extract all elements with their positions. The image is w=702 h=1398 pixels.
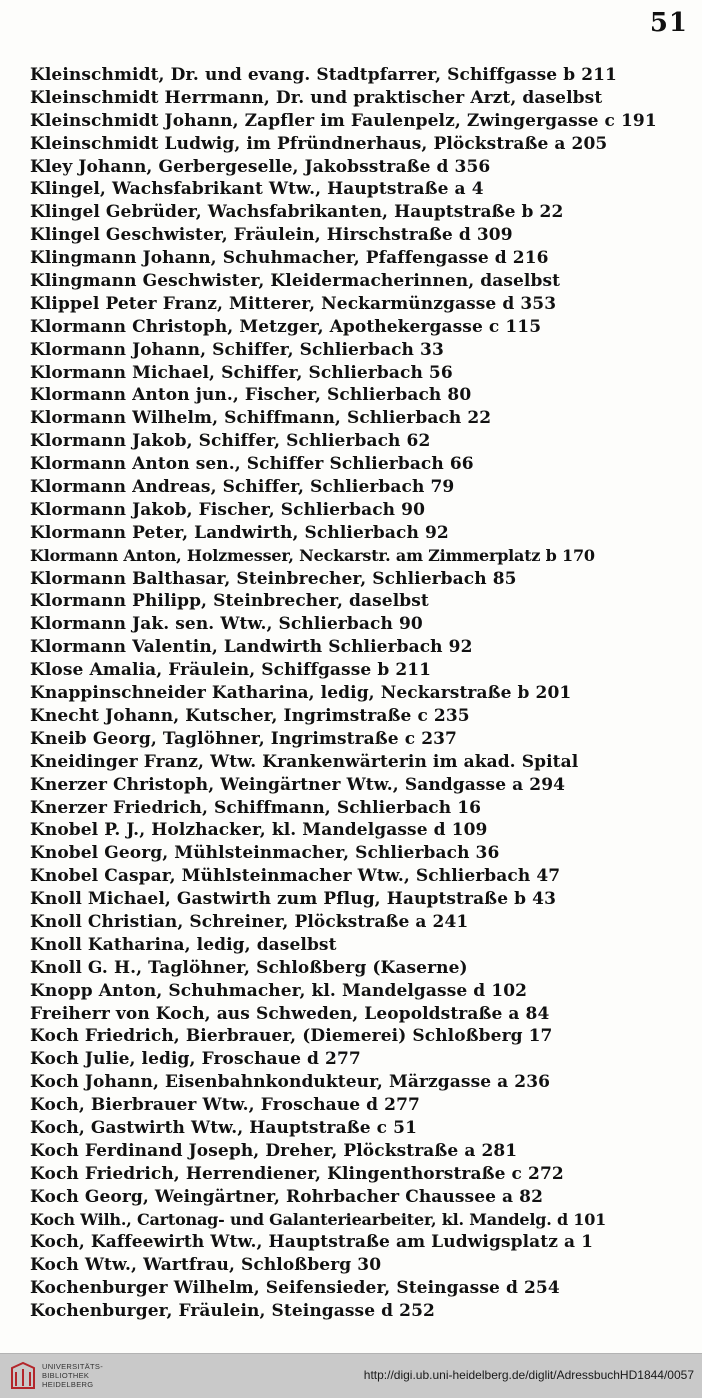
page-number: 51: [649, 8, 688, 38]
directory-entry: Klormann Anton sen., Schiffer Schlierbach 66: [30, 454, 474, 475]
directory-entry: Kneidinger Franz, Wtw. Krankenwärterin im akad. Spital: [30, 751, 579, 772]
directory-entry: Klormann Christoph, Metzger, Apothekergasse c 115: [30, 316, 542, 337]
directory-entry: Kleinschmidt Ludwig, im Pfründnerhaus, Plöckstraße a 205: [30, 133, 608, 154]
directory-entry: Kneib Georg, Taglöhner, Ingrimstraße c 237: [30, 728, 457, 749]
directory-entry: Knerzer Christoph, Weingärtner Wtw., Sandgasse a 294: [30, 774, 566, 795]
directory-entry: Knopp Anton, Schuhmacher, kl. Mandelgasse d 102: [30, 980, 528, 1001]
directory-entry: Kochenburger, Fräulein, Steingasse d 252: [30, 1301, 435, 1322]
university-library-logo-icon: [8, 1360, 38, 1392]
directory-entry: Klose Amalia, Fräulein, Schiffgasse b 211: [30, 660, 432, 681]
directory-entry: Koch Wtw., Wartfrau, Schloßberg 30: [30, 1255, 382, 1276]
directory-entry: Koch Friedrich, Bierbrauer, (Diemerei) Schloßberg 17: [30, 1026, 553, 1047]
directory-entry: Kleinschmidt Johann, Zapfler im Faulenpelz, Zwingergasse c 191: [30, 110, 657, 131]
library-logo[interactable]: [8, 1360, 158, 1392]
directory-entry: Knobel Georg, Mühlsteinmacher, Schlierbach 36: [30, 843, 500, 864]
directory-entry: Koch Ferdinand Joseph, Dreher, Plöckstraße a 281: [30, 1140, 518, 1161]
directory-entry: Koch Johann, Eisenbahnkondukteur, Märzgasse a 236: [30, 1072, 551, 1093]
directory-entry: Kleinschmidt, Dr. und evang. Stadtpfarrer, Schiffgasse b 211: [30, 65, 617, 85]
logo-line: BIBLIOTHEK: [42, 1371, 90, 1380]
directory-entry: Koch Wilh., Cartonag- und Galanteriearbeiter, kl. Mandelg. d 101: [30, 1209, 607, 1229]
library-logo-text: [42, 1362, 103, 1389]
directory-entry: Klingmann Johann, Schuhmacher, Pfaffengasse d 216: [30, 248, 549, 269]
directory-entry: Koch, Bierbrauer Wtw., Froschaue d 277: [30, 1095, 420, 1116]
logo-line: UNIVERSITÄTS-: [42, 1362, 103, 1371]
directory-entry: Klippel Peter Franz, Mitterer, Neckarmünzgasse d 353: [30, 293, 557, 314]
directory-entry: Klormann Andreas, Schiffer, Schlierbach 79: [30, 477, 455, 498]
directory-entry: Knecht Johann, Kutscher, Ingrimstraße c 235: [30, 705, 470, 726]
directory-entry: Kleinschmidt Herrmann, Dr. und praktischer Arzt, daselbst: [30, 87, 603, 108]
directory-entry: Knappinschneider Katharina, ledig, Neckarstraße b 201: [30, 683, 572, 704]
directory-entry: Klormann Michael, Schiffer, Schlierbach 56: [30, 362, 453, 383]
directory-entry: Freiherr von Koch, aus Schweden, Leopoldstraße a 84: [30, 1003, 550, 1024]
directory-entry: Knobel P. J., Holzhacker, kl. Mandelgasse d 109: [30, 820, 488, 841]
directory-entry: Klingel Gebrüder, Wachsfabrikanten, Hauptstraße b 22: [30, 202, 564, 223]
directory-entry: Knoll G. H., Taglöhner, Schloßberg (Kaserne): [30, 957, 468, 978]
directory-entry: Knoll Christian, Schreiner, Plöckstraße a 241: [30, 911, 469, 932]
directory-entry: Klormann Anton, Holzmesser, Neckarstr. am Zimmerplatz b 170: [30, 545, 595, 565]
directory-entry: Klormann Jakob, Schiffer, Schlierbach 62: [30, 431, 431, 452]
directory-entry: Klormann Jak. sen. Wtw., Schlierbach 90: [30, 614, 423, 635]
directory-entry: Klingel, Wachsfabrikant Wtw., Hauptstraße a 4: [30, 179, 484, 200]
directory-entry: Knoll Michael, Gastwirth zum Pflug, Hauptstraße b 43: [30, 889, 556, 910]
directory-entry: Klingel Geschwister, Fräulein, Hirschstraße d 309: [30, 225, 513, 246]
directory-entry: Klormann Anton jun., Fischer, Schlierbach 80: [30, 385, 472, 406]
directory-entry: Knobel Caspar, Mühlsteinmacher Wtw., Schlierbach 47: [30, 866, 561, 887]
directory-entry: Klormann Jakob, Fischer, Schlierbach 90: [30, 499, 426, 520]
viewer-footer: [0, 1353, 702, 1398]
directory-entry: Klormann Balthasar, Steinbrecher, Schlierbach 85: [30, 568, 517, 589]
source-url-link[interactable]: http://digi.ub.uni-heidelberg.de/diglit/AdressbuchHD1844/0057: [363, 1368, 694, 1382]
directory-entry: Klingmann Geschwister, Kleidermacherinnen, daselbst: [30, 271, 561, 292]
directory-entry: Koch, Gastwirth Wtw., Hauptstraße c 51: [30, 1117, 417, 1138]
directory-entry-list: [30, 64, 695, 1323]
directory-entry: Knoll Katharina, ledig, daselbst: [30, 934, 337, 955]
logo-line: HEIDELBERG: [42, 1380, 94, 1389]
directory-entry: Koch Friedrich, Herrendiener, Klingenthorstraße c 272: [30, 1163, 564, 1184]
directory-entry: Kley Johann, Gerbergeselle, Jakobsstraße d 356: [30, 156, 491, 177]
directory-entry: Klormann Johann, Schiffer, Schlierbach 33: [30, 339, 444, 360]
directory-entry: Klormann Valentin, Landwirth Schlierbach 92: [30, 637, 473, 658]
directory-entry: Klormann Peter, Landwirth, Schlierbach 92: [30, 522, 449, 543]
directory-entry: Klormann Wilhelm, Schiffmann, Schlierbach 22: [30, 408, 492, 429]
directory-entry: Kochenburger Wilhelm, Seifensieder, Steingasse d 254: [30, 1278, 560, 1299]
directory-entry: Koch Georg, Weingärtner, Rohrbacher Chaussee a 82: [30, 1186, 544, 1207]
directory-entry: Koch Julie, ledig, Froschaue d 277: [30, 1049, 361, 1070]
directory-entry: Knerzer Friedrich, Schiffmann, Schlierbach 16: [30, 797, 482, 818]
directory-entry: Klormann Philipp, Steinbrecher, daselbst: [30, 591, 429, 612]
directory-entry: Koch, Kaffeewirth Wtw., Hauptstraße am Ludwigsplatz a 1: [30, 1232, 594, 1253]
